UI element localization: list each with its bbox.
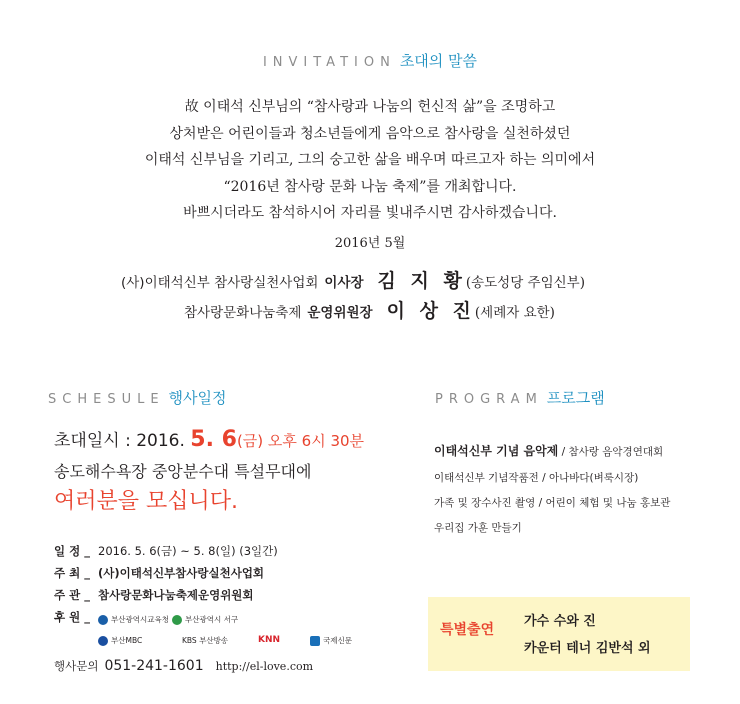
sponsor-name: KNN <box>258 635 281 645</box>
event-venue: 송도해수욕장 중앙분수대 특설무대에 <box>54 462 312 481</box>
program-heading-en: PROGRAM <box>435 392 543 407</box>
invitation-heading <box>0 50 740 71</box>
event-contact <box>54 658 313 674</box>
sponsor-mark-icon <box>98 636 108 646</box>
invitation-date: 2016년 5월 <box>334 236 406 251</box>
info-host <box>54 565 264 581</box>
sponsor-logo-kbs <box>182 635 228 646</box>
sponsor-logo-knn <box>258 635 280 645</box>
special-guest-line: 카운터 테너 김반석 외 <box>524 641 651 656</box>
program-item-title: 이태석신부 기념 음악제 <box>434 444 559 458</box>
program-item <box>434 442 663 459</box>
info-label: 후 원 _ <box>54 610 90 624</box>
sponsor-logo-seo-gu <box>172 614 238 625</box>
signatory-name: 이 상 진 <box>386 300 475 322</box>
sponsor-mark-icon <box>310 636 320 646</box>
sponsor-name: 부산광역시교육청 <box>111 615 169 624</box>
sponsor-logo-kookje <box>310 635 352 646</box>
sponsor-name: 부산MBC <box>111 636 143 645</box>
message-line: 바쁘시더라도 참석하시어 자리를 빛내주시면 감사하겠습니다. <box>183 205 557 221</box>
info-label: 일 정 _ <box>54 544 90 558</box>
schedule-heading <box>48 387 227 408</box>
message-line: 이태석 신부님을 기리고, 그의 숭고한 삶을 배우며 따르고자 하는 의미에서 <box>144 152 596 168</box>
program-item: 우리집 가훈 만들기 <box>434 522 522 534</box>
info-value: 참사랑문화나눔축제운영위원회 <box>98 588 254 602</box>
datetime-date: 5. 6 <box>190 427 237 452</box>
contact-url[interactable]: http://el-love.com <box>215 660 314 673</box>
sponsor-name: 국제신문 <box>323 636 352 645</box>
info-value: (사)이태석신부참사랑실천사업회 <box>98 566 265 580</box>
contact-phone: 051-241-1601 <box>104 658 204 674</box>
datetime-time: (금) 오후 6시 30분 <box>236 432 365 450</box>
program-heading <box>435 387 605 408</box>
sponsor-mark-icon <box>98 615 108 625</box>
sponsor-name: KBS 부산방송 <box>182 636 229 645</box>
sponsor-name: 부산광역시 서구 <box>185 615 239 624</box>
special-guests-label: 특별출연 <box>440 622 495 638</box>
sponsor-logo-busan-edu <box>98 614 169 625</box>
info-label: 주 관 _ <box>54 588 90 602</box>
message-line: 상처받은 어린이들과 청소년들에게 음악으로 참사랑을 실천하셨던 <box>169 125 571 142</box>
sponsor-logo-busan-mbc <box>98 635 142 646</box>
signatory-org: 참사랑문화나눔축제 <box>184 305 302 321</box>
message-line: 故 이태석 신부님의 “참사랑과 나눔의 헌신적 삶”을 조명하고 <box>184 99 556 115</box>
signatory-name: 김 지 황 <box>377 270 466 292</box>
special-guests-box <box>428 597 690 671</box>
invitation-message <box>0 94 740 227</box>
info-sponsor <box>54 609 98 625</box>
contact-label: 행사문의 <box>54 659 99 673</box>
signatory-note: (송도성당 주임신부) <box>465 275 585 291</box>
schedule-heading-en: SCHESULE <box>48 392 165 407</box>
event-datetime <box>54 426 364 452</box>
signatory-org: (사)이태석신부 참사랑실천사업회 <box>121 275 319 291</box>
event-welcome: 여러분을 모십니다. <box>54 489 239 514</box>
program-item: 가족 및 장수사진 촬영 / 어린이 체험 및 나눔 홍보관 <box>434 497 671 509</box>
info-period <box>54 543 278 559</box>
program-item: 이태석신부 기념작품전 / 아나바다(벼룩시장) <box>434 472 639 484</box>
program-heading-ko: 프로그램 <box>546 389 605 407</box>
signatory-role: 운영위원장 <box>307 305 373 321</box>
invitation-heading-en: INVITATION <box>262 55 396 70</box>
special-guest-line: 가수 수와 진 <box>524 614 596 629</box>
signatory-committee-chair <box>184 296 555 323</box>
program-item-detail: / 참사랑 음악경연대회 <box>558 446 664 458</box>
message-line: “2016년 참사랑 문화 나눔 축제”를 개최합니다. <box>223 178 517 195</box>
invitation-heading-ko: 초대의 말씀 <box>399 52 478 70</box>
info-value: 2016. 5. 6(금) ~ 5. 8(일) (3일간) <box>98 544 278 558</box>
sponsor-mark-icon <box>172 615 182 625</box>
info-label: 주 최 _ <box>54 566 90 580</box>
datetime-prefix: 초대일시 : 2016. <box>54 431 191 451</box>
signatory-chairman <box>121 266 585 293</box>
signatory-role: 이사장 <box>324 275 364 291</box>
info-organizer <box>54 587 254 603</box>
schedule-heading-ko: 행사일정 <box>168 389 227 407</box>
signatory-note: (세례자 요한) <box>474 305 555 321</box>
